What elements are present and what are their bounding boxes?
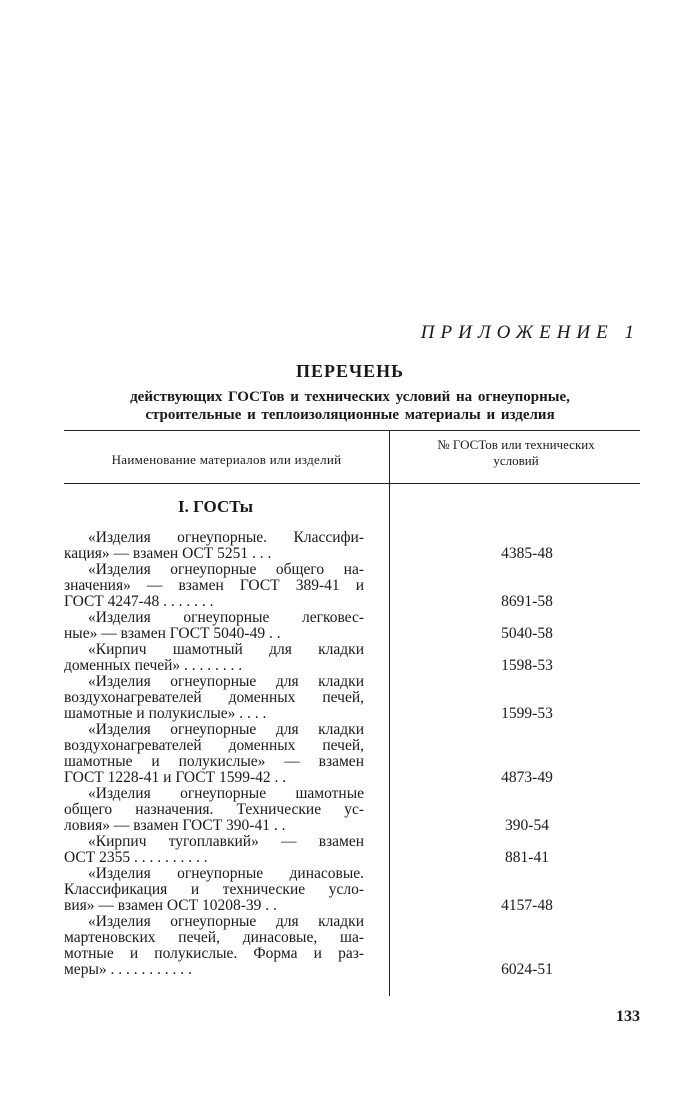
gost-number: 5040-58 bbox=[501, 625, 553, 642]
material-name-line: общего назначения. Технические ус- bbox=[64, 801, 364, 818]
material-name bbox=[64, 530, 364, 562]
gost-number: 4385-48 bbox=[501, 545, 553, 562]
material-name-line: ГОСТ 1228-41 и ГОСТ 1599-42 . . bbox=[64, 769, 287, 786]
material-name bbox=[64, 674, 364, 722]
material-name-line: «Изделия огнеупорные для кладки bbox=[88, 721, 364, 738]
material-name-line: «Кирпич шамотный для кладки bbox=[88, 641, 364, 658]
material-name bbox=[64, 642, 364, 674]
table-row bbox=[64, 610, 640, 642]
appendix-label: ПРИЛОЖЕНИЕ 1 bbox=[420, 322, 640, 343]
material-name-line: «Изделия огнеупорные для кладки bbox=[88, 913, 364, 930]
table-header-rule bbox=[64, 483, 640, 484]
page-title: ПЕРЕЧЕНЬ bbox=[295, 361, 405, 381]
table-row bbox=[64, 866, 640, 914]
material-name-line: «Изделия огнеупорные общего на- bbox=[88, 561, 364, 578]
material-name-line: «Изделия огнеупорные. Классифи- bbox=[88, 529, 364, 546]
material-name-line: вия» — взамен ОСТ 10208-39 . . bbox=[64, 897, 277, 914]
material-name bbox=[64, 610, 364, 642]
material-name-line: воздухонагревателей доменных печей, bbox=[64, 737, 364, 754]
material-name-line: «Изделия огнеупорные легковес- bbox=[88, 609, 364, 626]
gost-number: 8691-58 bbox=[501, 593, 553, 610]
column-header-name: Наименование материалов или изделий bbox=[111, 452, 342, 467]
table-row bbox=[64, 530, 640, 562]
section-title: I. ГОСТы bbox=[178, 497, 253, 516]
material-name-line: мартеновских печей, динасовые, ша- bbox=[64, 929, 364, 946]
material-name-line: ловия» — взамен ГОСТ 390-41 . . bbox=[64, 817, 286, 834]
material-name-line: мотные и полукислые. Форма и раз- bbox=[64, 945, 364, 962]
table-row bbox=[64, 786, 640, 834]
material-name-line: «Кирпич тугоплавкий» — взамен bbox=[88, 833, 364, 850]
subtitle-line-2: строительные и теплоизоляционные материалы и изделия bbox=[145, 407, 555, 423]
material-name bbox=[64, 834, 364, 866]
page-subtitle bbox=[60, 388, 640, 424]
table-row bbox=[64, 642, 640, 674]
material-name-line: «Изделия огнеупорные для кладки bbox=[88, 673, 364, 690]
material-name-line: меры» . . . . . . . . . . . bbox=[64, 961, 192, 978]
table-row bbox=[64, 674, 640, 722]
material-name bbox=[64, 722, 364, 786]
material-name-line: кация» — взамен ОСТ 5251 . . . bbox=[64, 545, 272, 562]
table-row bbox=[64, 562, 640, 610]
material-name-line: шамотные и полукислые» — взамен bbox=[64, 753, 364, 770]
gost-number: 1599-53 bbox=[501, 705, 553, 722]
gost-number: 6024-51 bbox=[501, 961, 553, 978]
gost-number: 1598-53 bbox=[501, 657, 553, 674]
gost-number: 881-41 bbox=[505, 849, 549, 866]
material-name-line: шамотные и полукислые» . . . . bbox=[64, 705, 267, 722]
gost-number: 390-54 bbox=[505, 817, 549, 834]
material-name-line: ГОСТ 4247-48 . . . . . . . bbox=[64, 593, 214, 610]
subtitle-line-1: действующих ГОСТов и технических условий на огнеупорные, bbox=[130, 389, 570, 405]
column-header-gost-line-2: условий bbox=[493, 453, 539, 468]
material-name-line: Классификация и технические усло- bbox=[64, 881, 364, 898]
gost-number: 4873-49 bbox=[501, 769, 553, 786]
column-header-gost-line-1: № ГОСТов или технических bbox=[437, 437, 595, 452]
material-name-line: доменных печей» . . . . . . . . bbox=[64, 657, 243, 674]
material-name bbox=[64, 866, 364, 914]
column-header-gost bbox=[392, 437, 640, 469]
material-name-line: ОСТ 2355 . . . . . . . . . . bbox=[64, 849, 208, 866]
material-name bbox=[64, 786, 364, 834]
page-number: 133 bbox=[616, 1008, 640, 1025]
material-name-line: «Изделия огнеупорные динасовые. bbox=[88, 865, 364, 882]
material-name bbox=[64, 562, 364, 610]
table-row bbox=[64, 914, 640, 978]
material-name-line: ные» — взамен ГОСТ 5040-49 . . bbox=[64, 625, 281, 642]
table-body bbox=[64, 530, 640, 978]
material-name-line: значения» — взамен ГОСТ 389-41 и bbox=[64, 577, 364, 594]
table-row bbox=[64, 834, 640, 866]
material-name bbox=[64, 914, 364, 978]
material-name-line: «Изделия огнеупорные шамотные bbox=[88, 785, 364, 802]
gost-number: 4157-48 bbox=[501, 897, 553, 914]
table-top-rule bbox=[64, 430, 640, 431]
table-row bbox=[64, 722, 640, 786]
material-name-line: воздухонагревателей доменных печей, bbox=[64, 689, 364, 706]
